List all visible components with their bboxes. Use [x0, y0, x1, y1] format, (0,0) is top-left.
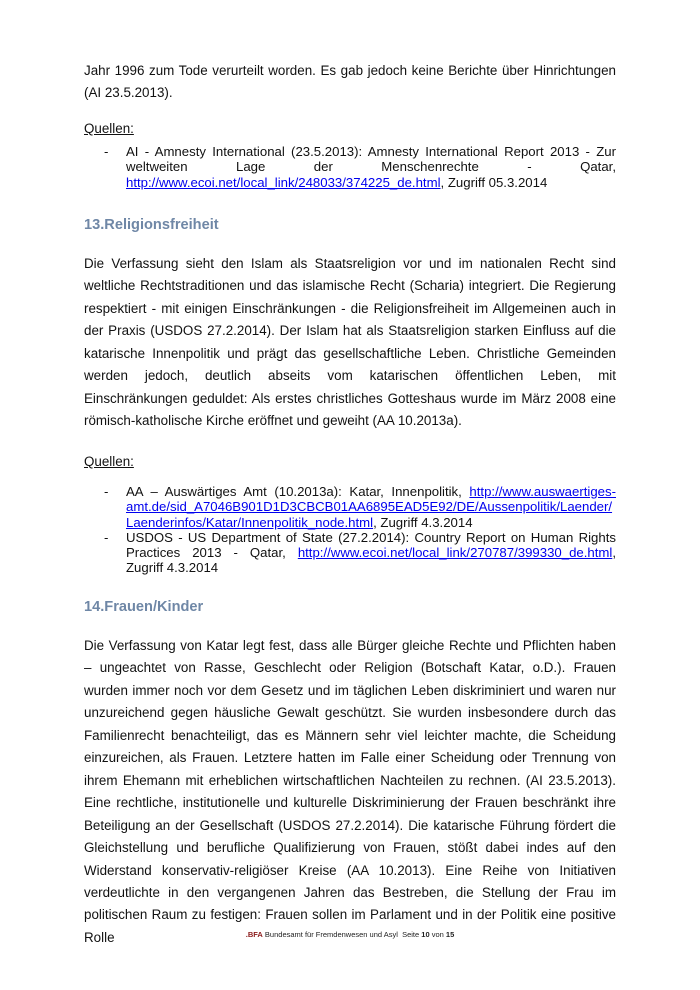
source-link[interactable]: http://www.auswaertiges-amt.de/sid_A7046B901D1D3CBCB01AA6895EAD5E92/DE/Aussenpolitik/Laender/Laenderinfos/Katar/Innenpolitik_node.html	[126, 484, 616, 530]
page-total: 15	[445, 930, 455, 939]
source-item: - AI - Amnesty International (23.5.2013): Amnesty International Report 2013 - Zur weltweiten Lage der Menschenrechte - Qatar, http://www.ecoi.net/local_link/248033/374225_de.html, Zugriff 05.3.2014	[104, 144, 616, 190]
paragraph-religion: Die Verfassung sieht den Islam als Staatsreligion vor und im nationalen Recht sind weltliche Rechtstraditionen und das islamische Recht (Scharia) integriert. Die Regierung respektiert - mit einigen Einschränkungen - die Religionsfreiheit im Allgemeinen auch in der Praxis (USDOS 27.2.2014). Der Islam hat als Staatsreligion starken Einfluss auf die katarische Innenpolitik und prägt das gesellschaftliche Leben. Christliche Gemeinden werden jedoch, deutlich abseits vom katarischen öffentlichen Leben, mit Einschränkungen geduldet: Als erstes christliches Gotteshaus wurde im März 2008 eine römisch-katholische Kirche eröffnet und geweiht (AA 10.2013a).	[84, 256, 616, 429]
dash-bullet: -	[104, 529, 109, 545]
source-link[interactable]: http://www.ecoi.net/local_link/248033/374225_de.html	[126, 174, 441, 190]
source-item: - USDOS - US Department of State (27.2.2014): Country Report on Human Rights Practices 2013 - Qatar, http://www.ecoi.net/local_link/270787/399330_de.html, Zugriff 4.3.2014	[104, 529, 616, 576]
dash-bullet: -	[104, 144, 109, 159]
page-footer: .BFA Bundesamt für Fremdenwesen und Asyl Seite 10 von 15	[245, 930, 455, 939]
dash-bullet: -	[104, 484, 109, 499]
sources-label: Quellen:	[84, 121, 134, 136]
source-link[interactable]: http://www.ecoi.net/local_link/270787/399330_de.html	[297, 545, 613, 561]
footer-org-name: Bundesamt für Fremdenwesen und Asyl	[264, 930, 398, 939]
paragraph-women: Die Verfassung von Katar legt fest, dass alle Bürger gleiche Rechte und Pflichten haben – ungeachtet von Rasse, Geschlecht oder Religion (Botschaft Katar, o.D.). Frauen wurden immer noch vor dem Gesetz und im täglichen Leben diskriminiert und waren nur unzureichend gegen häusliche Gewalt geschützt. Sie wurden insbesondere durch das Familienrecht benachteiligt, das es Männern sehr viel leichter machte, die Scheidung einzureichen, als Frauen. Letztere hatten im Falle einer Scheidung oder Trennung von ihrem Ehemann mit erheblichen wirtschaftlichen Nachteilen zu rechnen. (AI 23.5.2013). Eine rechtliche, institutionelle und kulturelle Diskriminierung der Frauen beschränkt ihre Beteiligung an der Gesellschaft (USDOS 27.2.2014). Die katarische Führung fördert die Gleichstellung und berufliche Qualifizierung von Frauen, stößt dabei indes auf den Widerstand konservativ-religiöser Kreise (AA 10.2013). Eine Reihe von Initiativen verdeutlichte in den vergangenen Jahren das Bestreben, die Stellung der Frau im politischen Raum zu festigen: Frauen sollen im Parlament und in der Politik eine positive Rolle	[84, 638, 616, 945]
paragraph-top: Jahr 1996 zum Tode verurteilt worden. Es gab jedoch keine Berichte über Hinrichtungen (AI 23.5.2013).	[84, 63, 616, 101]
section-heading-14: 14.Frauen/Kinder	[84, 599, 204, 615]
sources-list-1	[84, 144, 616, 190]
section-heading-13: 13.Religionsfreiheit	[84, 217, 219, 233]
sources-label: Quellen:	[84, 454, 134, 469]
page-number: 10	[421, 930, 430, 939]
sources-list-13	[84, 484, 616, 576]
footer-org-logo: .BFA	[245, 930, 263, 939]
source-item: - AA – Auswärtiges Amt (10.2013a): Katar, Innenpolitik, http://www.auswaertiges-amt.de/sid_A7046B901D1D3CBCB01AA6895EAD5E92/DE/Aussenpolitik/Laender/Laenderinfos/Katar/Innenpolitik_node.html, Zugriff 4.3.2014	[104, 484, 616, 530]
